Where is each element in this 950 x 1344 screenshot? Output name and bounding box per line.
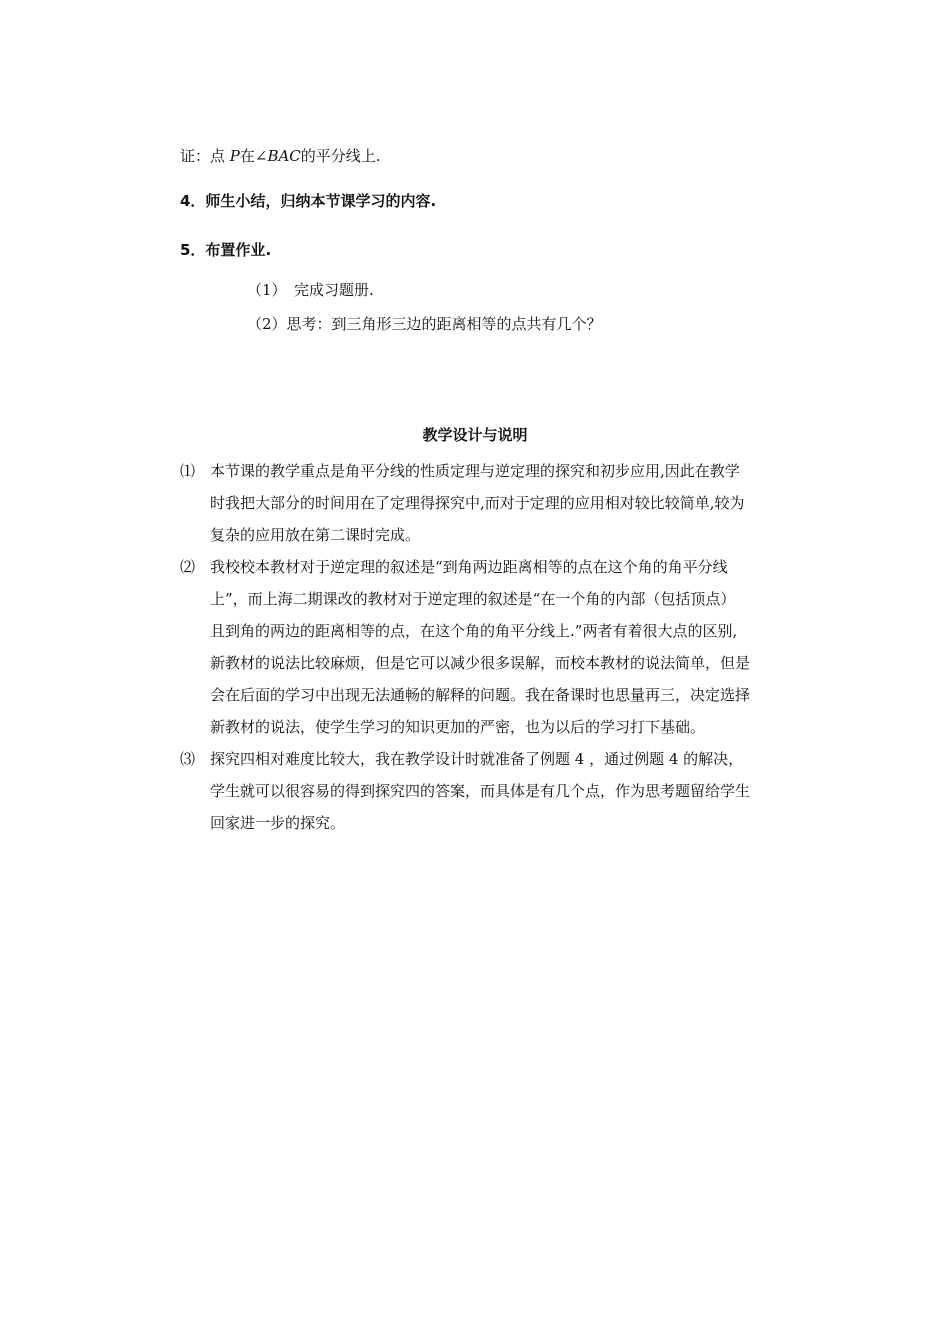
- note-line: 本节课的教学重点是角平分线的性质定理与逆定理的探究和初步应用,因此在教学: [210, 462, 740, 480]
- note-line: 且到角的两边的距离相等的点，在这个角的角平分线上.”两者有着很大点的区别,: [210, 622, 738, 640]
- homework-item-1: （1） 完成习题册.: [247, 281, 374, 299]
- note-3: [180, 743, 830, 839]
- note-number: ⑴: [180, 462, 196, 480]
- design-notes: [180, 455, 830, 839]
- note-line: 新教材的说法，使学生学习的知识更加的严密，也为以后的学习打下基础。: [210, 718, 706, 736]
- variable-bac: BAC: [267, 147, 301, 165]
- note-1: [180, 455, 830, 551]
- section-4-heading: 4．师生小结，归纳本节课学习的内容.: [180, 192, 437, 210]
- note-line: 复杂的应用放在第二课时完成。: [210, 526, 421, 544]
- note-line: 回家进一步的探究。: [210, 814, 346, 832]
- design-title: 教学设计与说明: [422, 426, 528, 444]
- note-line: 新教材的说法比较麻烦，但是它可以减少很多误解，而校本教材的说法简单，但是: [210, 654, 751, 672]
- note-2: [180, 551, 830, 743]
- note-line: 会在后面的学习中出现无法通畅的解释的问题。我在备课时也思量再三，决定选择: [210, 686, 751, 704]
- note-number: ⑵: [180, 558, 196, 576]
- proof-statement: [180, 146, 381, 166]
- note-line: 探究四相对难度比较大，我在教学设计时就准备了例题 4 ，通过例题 4 的解决，: [210, 750, 744, 768]
- note-line: 我校校本教材对于逆定理的叙述是“到角两边距离相等的点在这个角的角平分线: [210, 558, 728, 576]
- variable-p: P: [229, 147, 240, 165]
- proof-prefix: 证：点: [180, 147, 230, 165]
- note-line: 学生就可以很容易的得到探究四的答案，而具体是有几个点，作为思考题留给学生: [210, 782, 751, 800]
- note-number: ⑶: [180, 750, 196, 768]
- section-5-heading: 5．布置作业.: [180, 241, 272, 259]
- proof-suffix: 的平分线上.: [300, 147, 381, 165]
- homework-item-2: （2）思考：到三角形三边的距离相等的点共有几个？: [247, 315, 602, 333]
- proof-mid: 在∠: [239, 147, 268, 165]
- note-line: 时我把大部分的时间用在了定理得探究中,而对于定理的应用相对较比较简单,较为: [210, 494, 745, 512]
- note-line: 上”，而上海二期课改的教材对于逆定理的叙述是“在一个角的内部（包括顶点）: [210, 590, 736, 608]
